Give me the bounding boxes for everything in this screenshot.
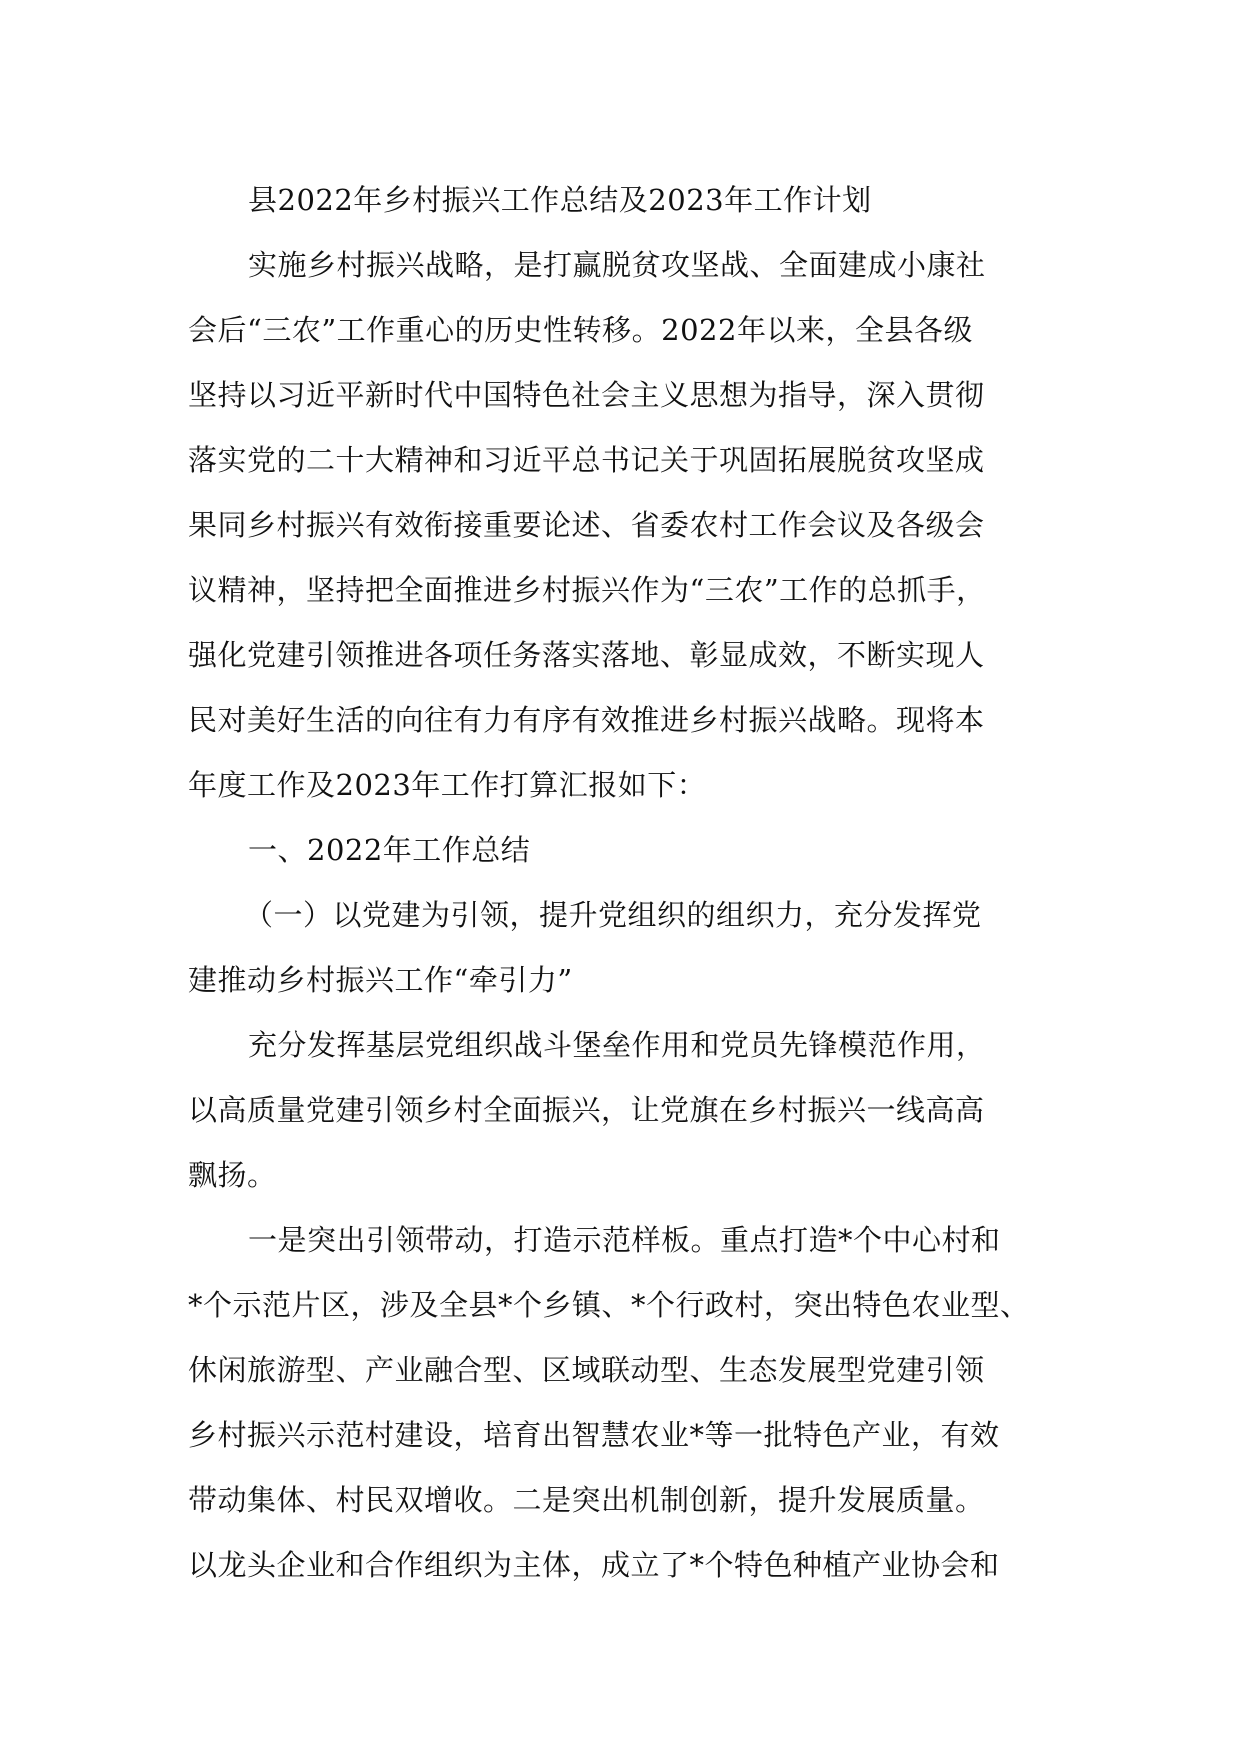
- document-body: [188, 168, 1088, 1598]
- intro-line: 民对美好生活的向往有力有序有效推进乡村振兴战略。现将本: [188, 703, 985, 737]
- subsection-heading-line: （一）以党建为引领，提升党组织的组织力，充分发挥党: [244, 898, 982, 932]
- paragraph-line: 带动集体、村民双增收。二是突出机制创新，提升发展质量。: [188, 1483, 985, 1517]
- paragraph-line: *个示范片区，涉及全县*个乡镇、*个行政村，突出特色农业型、: [188, 1288, 1030, 1322]
- paragraph-line: 一是突出引领带动，打造示范样板。重点打造*个中心村和: [248, 1223, 1001, 1257]
- paragraph-line: 充分发挥基层党组织战斗堡垒作用和党员先锋模范作用，: [248, 1028, 986, 1062]
- document-title: 县2022年乡村振兴工作总结及2023年工作计划: [248, 183, 872, 217]
- intro-line: 强化党建引领推进各项任务落实落地、彰显成效，不断实现人: [188, 638, 985, 672]
- paragraph-line: 飘扬。: [188, 1158, 277, 1192]
- intro-line: 议精神，坚持把全面推进乡村振兴作为“三农”工作的总抓手，: [188, 573, 986, 607]
- intro-line: 果同乡村振兴有效衔接重要论述、省委农村工作会议及各级会: [188, 508, 985, 542]
- section-heading: 一、2022年工作总结: [248, 833, 531, 867]
- intro-line: 年度工作及2023年工作打算汇报如下：: [188, 768, 707, 802]
- paragraph-line: 休闲旅游型、产业融合型、区域联动型、生态发展型党建引领: [188, 1353, 985, 1387]
- paragraph-line: 乡村振兴示范村建设，培育出智慧农业*等一批特色产业，有效: [188, 1418, 1000, 1452]
- intro-line: 会后“三农”工作重心的历史性转移。2022年以来，全县各级: [188, 313, 973, 347]
- intro-line: 实施乡村振兴战略，是打赢脱贫攻坚战、全面建成小康社: [248, 248, 986, 282]
- subsection-heading-line: 建推动乡村振兴工作“牵引力”: [188, 963, 573, 997]
- intro-line: 坚持以习近平新时代中国特色社会主义思想为指导，深入贯彻: [188, 378, 985, 412]
- intro-line: 落实党的二十大精神和习近平总书记关于巩固拓展脱贫攻坚成: [188, 443, 985, 477]
- paragraph-line: 以龙头企业和合作组织为主体，成立了*个特色种植产业协会和: [188, 1548, 1000, 1582]
- paragraph-line: 以高质量党建引领乡村全面振兴，让党旗在乡村振兴一线高高: [188, 1093, 985, 1127]
